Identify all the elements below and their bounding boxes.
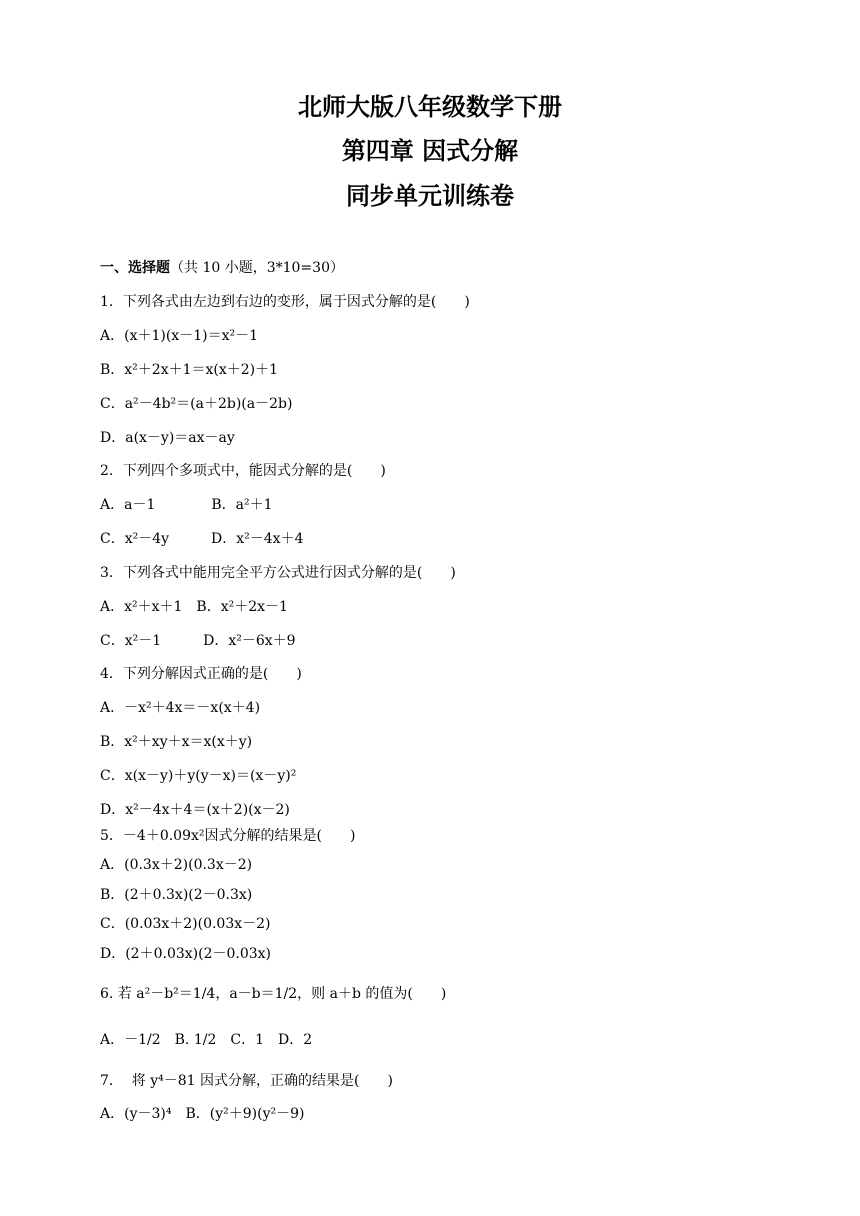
q4-option-c: C．x(x－y)＋y(y－x)＝(x－y)² bbox=[100, 768, 297, 784]
section-label: 一、选择题 bbox=[100, 260, 170, 276]
q4-stem: 4．下列分解因式正确的是( ) bbox=[100, 666, 302, 682]
section-note: （共 10 小题，3*10=30） bbox=[170, 260, 344, 276]
q3-stem: 3．下列各式中能用完全平方公式进行因式分解的是( ) bbox=[100, 565, 456, 581]
section-heading bbox=[100, 258, 344, 278]
q1-option-b: B．x²＋2x＋1＝x(x＋2)＋1 bbox=[100, 362, 279, 378]
q1-stem: 1．下列各式由左边到右边的变形，属于因式分解的是( ) bbox=[100, 294, 470, 310]
q1-option-d: D．a(x－y)＝ax－ay bbox=[100, 430, 235, 446]
q7-options-ab: A．(y－3)⁴ B．(y²＋9)(y²－9) bbox=[100, 1106, 305, 1122]
q7-stem: 7． 将 y⁴－81 因式分解，正确的结果是( ) bbox=[100, 1073, 393, 1089]
q3-options-cd: C．x²－1 D．x²－6x＋9 bbox=[100, 633, 296, 649]
q4-option-a: A．－x²＋4x＝－x(x＋4) bbox=[100, 700, 261, 716]
q1-option-a: A．(x＋1)(x－1)＝x²－1 bbox=[100, 328, 258, 344]
q2-options-ab: A．a－1 B．a²＋1 bbox=[100, 497, 273, 513]
q5-stem: 5．－4＋0.09x²因式分解的结果是( ) bbox=[100, 828, 356, 844]
subtitle: 同步单元训练卷 bbox=[346, 182, 514, 210]
q2-stem: 2．下列四个多项式中，能因式分解的是( ) bbox=[100, 463, 386, 479]
q2-options-cd: C．x²－4y D．x²－4x＋4 bbox=[100, 531, 304, 547]
q4-option-d: D．x²－4x＋4＝(x＋2)(x－2) bbox=[100, 802, 290, 818]
q3-options-ab: A．x²＋x＋1 B．x²＋2x－1 bbox=[100, 599, 288, 615]
q6-options: A．－1/2 B. 1/2 C．1 D．2 bbox=[100, 1032, 313, 1048]
doc-title: 北师大版八年级数学下册 bbox=[298, 93, 562, 121]
q5-option-a: A．(0.3x＋2)(0.3x－2) bbox=[100, 857, 253, 873]
q1-option-c: C．a²－4b²＝(a＋2b)(a－2b) bbox=[100, 396, 293, 412]
chapter-title: 第四章 因式分解 bbox=[341, 137, 519, 165]
q6-stem: 6. 若 a²－b²＝1/4，a－b＝1/2，则 a＋b 的值为( ) bbox=[100, 986, 447, 1002]
q5-option-d: D．(2＋0.03x)(2－0.03x) bbox=[100, 946, 272, 962]
q5-option-c: C．(0.03x＋2)(0.03x－2) bbox=[100, 916, 271, 932]
q4-option-b: B．x²＋xy＋x＝x(x＋y) bbox=[100, 734, 253, 750]
q5-option-b: B．(2＋0.3x)(2－0.3x) bbox=[100, 887, 253, 903]
